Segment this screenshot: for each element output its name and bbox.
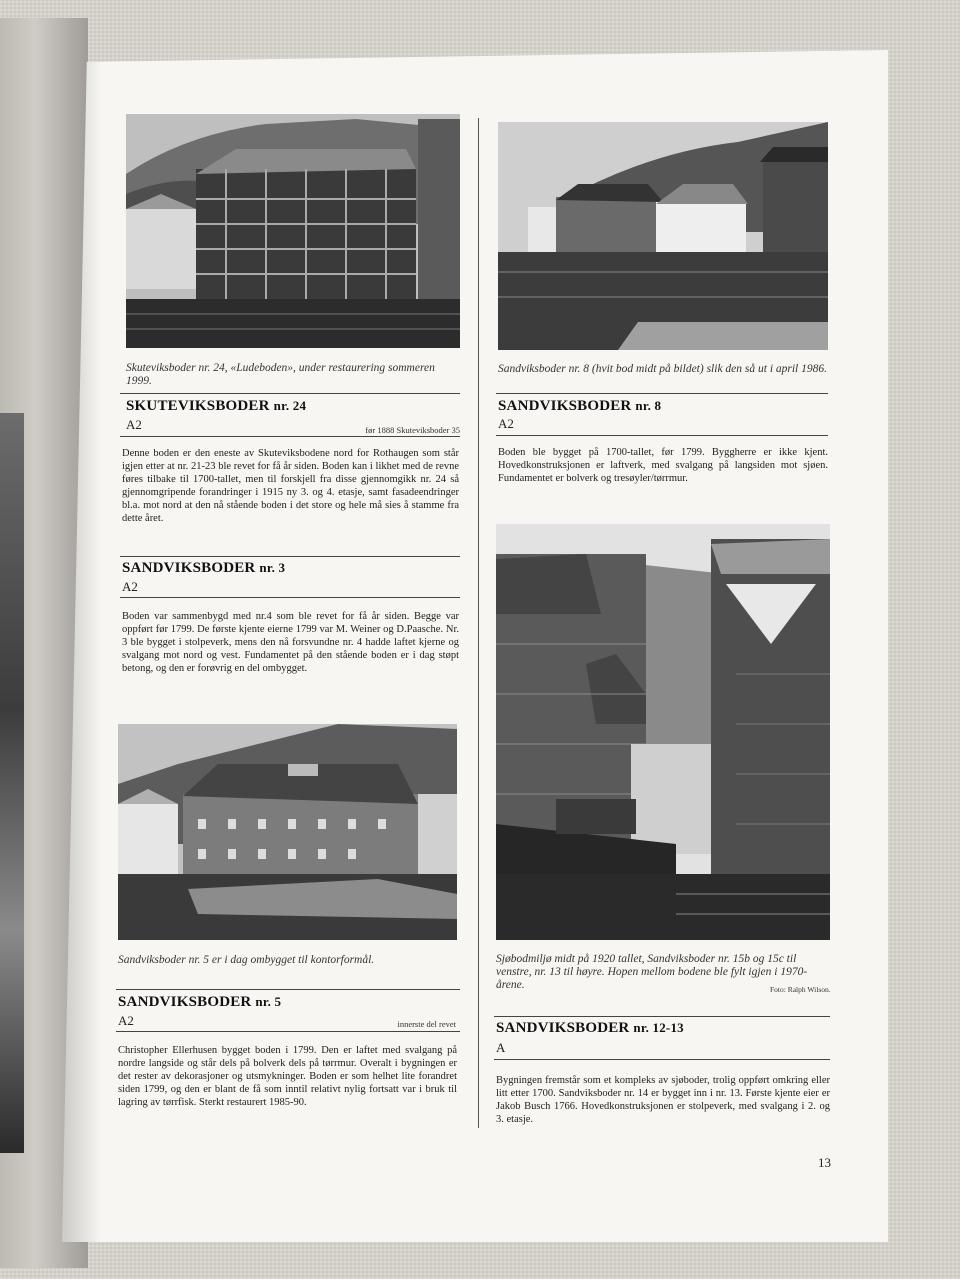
section-rule xyxy=(494,1016,830,1017)
body-skuteviksboder-24: Denne boden er den eneste av Skuteviksbodene nord for Rothaugen som står igjen etter at nr. 21-23 ble revet for få år siden. Boden kan i likhet med de revne føres tilbake til 1700-tallet, men til forskjell fra disse gjennomgikk nr. 24 så gjennomgripende forandringer i 1915 ny 3. og 4. etasje, samt fasadeendringer bl.a. mot nord at den nå stående boden i det store og hele må sies å stamme fra dette året. xyxy=(122,448,459,524)
column-divider xyxy=(478,118,479,1128)
section-rule xyxy=(120,597,460,598)
caption-sandviksboder-5: Sandviksboder nr. 5 er i dag ombygget til kontorformål. xyxy=(118,954,375,966)
title-sandviksboder-8 xyxy=(498,398,661,415)
section-rule xyxy=(496,393,828,394)
title-text: SANDVIKSBODER xyxy=(498,398,632,414)
photo-sandviksboder-12-13 xyxy=(496,524,830,940)
class-label: A2 xyxy=(498,416,514,431)
body-sandviksboder-12-13: Bygningen fremstår som et kompleks av sjøboder, trolig oppført omkring eller litt etter 1700. Sandviksboder nr. 14 er bygget inn i nr. 13. Første kjente eier er Jakob Busch 1766. Hovedkonstruksjonen er stolpeverk, med svalgang i 2. og 3. etasje. xyxy=(496,1075,830,1125)
title-number: nr. 12-13 xyxy=(633,1020,684,1035)
title-text: SKUTEVIKSBODER xyxy=(126,398,270,414)
photo-skuteviksboder-24 xyxy=(126,114,460,348)
title-number: nr. 8 xyxy=(635,398,662,413)
section-rule xyxy=(120,393,460,394)
section-rule xyxy=(116,989,460,990)
section-rule xyxy=(494,1059,830,1060)
class-label: A2 xyxy=(122,579,138,594)
facing-page-photo xyxy=(0,413,24,1153)
caption-sandviksboder-12-13: Sjøbodmiljø midt på 1920 tallet, Sandviksboder nr. 15b og 15c til venstre, nr. 13 til høyre. Hopen mellom bodene ble fylt igjen i 1970-årene. xyxy=(496,953,808,991)
section-rule xyxy=(120,556,460,557)
class-label: A2 xyxy=(126,417,142,432)
title-text: SANDVIKSBODER xyxy=(496,1020,630,1036)
title-number: nr. 5 xyxy=(255,994,282,1009)
body-sandviksboder-5: Christopher Ellerhusen bygget boden i 1799. Den er laftet med svalgang på nordre langside og står dels på bolverk dels på tørrmur. Overalt i bygningen er det rester av dekorasjoner og utsmykninger. Boden er som helhet lite forandret siden 1799, og den er blant de få som inntil relativt nylig fortsatt var i bruk til lagring av tørrfisk. Sterkt restaurert 1985-90. xyxy=(118,1045,457,1108)
class-label: A2 xyxy=(118,1013,134,1028)
title-sandviksboder-5 xyxy=(118,994,281,1011)
photo-sandviksboder-8 xyxy=(498,122,828,350)
photo-sandviksboder-5 xyxy=(118,724,457,940)
section-rule xyxy=(120,436,460,437)
title-number: nr. 24 xyxy=(273,398,307,413)
history-note: før 1888 Skuteviksboder 35 xyxy=(365,425,460,435)
section-rule xyxy=(496,435,828,436)
body-sandviksboder-3: Boden var sammenbygd med nr.4 som ble revet for få år siden. Begge var oppført før 1799. De første kjente eierne 1799 var M. Weiner og D.Paasche. Nr. 3 ble bygget i stolpeverk, mens den nå forsvundne nr. 4 hadde laftet kjerne og svalgang mot nord og vest. Fundamentet på den stående boden er i dag støpt betong, og den er forøvrig en del ombygget. xyxy=(122,611,459,674)
title-sandviksboder-3 xyxy=(122,560,285,577)
section-rule xyxy=(116,1031,460,1032)
title-sandviksboder-12-13 xyxy=(496,1020,684,1037)
class-label: A xyxy=(496,1040,506,1055)
title-text: SANDVIKSBODER xyxy=(118,994,252,1010)
body-sandviksboder-8: Boden ble bygget på 1700-tallet, før 1799. Byggherre er ikke kjent. Hovedkonstruksjonen er laftverk, med svalgang på langsiden mot sjøen. Fundamentet er bolverk og tresøyler/tørrmur. xyxy=(498,447,828,484)
title-number: nr. 3 xyxy=(259,560,286,575)
caption-skuteviksboder-24: Skuteviksboder nr. 24, «Ludeboden», under restaurering sommeren 1999. xyxy=(126,362,435,387)
photo-credit: Foto: Ralph Wilson. xyxy=(770,985,831,994)
caption-sandviksboder-8: Sandviksboder nr. 8 (hvit bod midt på bildet) slik den så ut i april 1986. xyxy=(498,363,828,375)
title-text: SANDVIKSBODER xyxy=(122,560,256,576)
page-number: 13 xyxy=(818,1155,831,1170)
history-note: innerste del revet xyxy=(397,1019,456,1029)
title-skuteviksboder-24 xyxy=(126,398,306,415)
